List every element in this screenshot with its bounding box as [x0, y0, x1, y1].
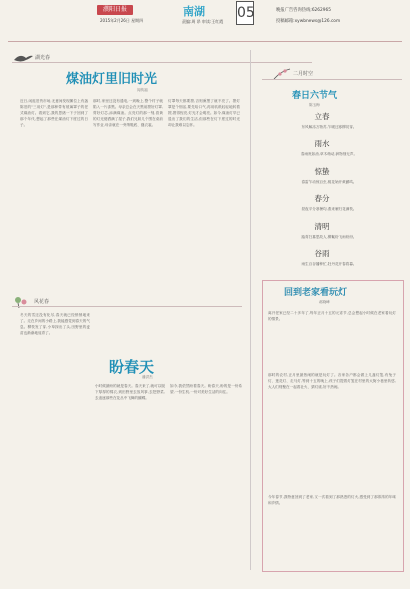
section-rule — [12, 62, 312, 63]
solar-term-name: 谷雨 — [314, 249, 330, 258]
page-number: 05 — [236, 1, 254, 25]
spring-text-col3: 如今,我依然盼着春天。盼春天,盼的是一份希望,一份生机,一份对美好生活的向往。 — [170, 384, 242, 395]
article-title-spring: 盼春天 — [109, 358, 155, 376]
page-title: 南湖 — [183, 5, 205, 18]
solar-term-name: 雨水 — [314, 139, 330, 148]
section-header-lake — [12, 50, 34, 69]
column-divider — [250, 50, 251, 570]
feature-title-solar-terms: 春日六节气 — [292, 91, 338, 101]
solar-term-name: 立春 — [314, 112, 330, 121]
article-text-col2: 那时,家里还没有通电,一到晚上,整个村子就陷入一片漆黑。母亲总会在天黑前擦好灯罩,剪好灯芯,添满煤油。点亮灯的那一刻,昏黄的灯光便洒满了屋子,我们兄妹几个围在桌前写作业,母亲就在一旁纳鞋底、缝衣裳。 — [93, 99, 163, 128]
solar-term-name: 春分 — [314, 194, 330, 203]
article-title-kerosene-lamp: 煤油灯里旧时光 — [66, 72, 158, 87]
issue-date: 2015年2月26日 星期四 — [100, 18, 144, 23]
lantern-text-p3: 今年春节,我特意回到了老家,又一次看到了那熟悉的灯火,感受到了那浓浓的年味和乡情。 — [268, 495, 396, 506]
article-title-lanterns: 回到老家看玩灯 — [284, 288, 348, 298]
section-rule — [12, 306, 242, 307]
submission-email: 投稿邮箱:xywbnews@126.com — [276, 19, 341, 24]
solar-term-name: 惊蛰 — [314, 167, 330, 176]
spring-text-col1: 冬天的雪还没有化尽,春天就已经悄悄地来了。走在乡间的小路上,我能感觉到春天的气息。柳枝发了芽,小草探出了头,田野里的麦苗也渐渐地返青了。 — [20, 313, 90, 336]
solar-term-desc: 春雷乍动惊百虫,桃花始开黄鹂鸣。 — [301, 180, 357, 184]
section-name-spring: 风花春 — [34, 299, 50, 305]
section-header-spring — [12, 293, 32, 312]
newspaper-logo: 濮阳日报 — [97, 5, 133, 15]
ad-hotline: 晚报广告咨询热线:6262965 — [276, 8, 331, 13]
article-text-col1: 近日,闲逛旧货市场,无意间发现摊位上有盏陈旧的"三用灯",是那种带有玻璃罩子的老式煤油灯。看到它,我的思绪一下子回到了那个年代,想起了那些在煤油灯下度过的日子。 — [20, 99, 88, 128]
section-name-february: 二月时空 — [293, 71, 314, 77]
lantern-text-p2: 那时的农村,正月里最热闹的就是玩灯了。各家各户都会做上几盏灯笼,有兔子灯、莲花灯、走马灯,等到十五的晚上,孩子们提着灯笼在村里的大街小巷里转悠,大人们则聚在一起看社火、猜灯谜,好不热闹。 — [268, 373, 396, 390]
editor-credits: 责编:周 昂 审读:王红霞 — [182, 19, 224, 24]
lantern-text-p1: 离开老家已经二十多年了,每年正月十五的元宵节,总会想起小时候在老家看玩灯的情景。 — [268, 311, 396, 322]
solar-term-desc: 雨生百谷播种忙,牡丹花开春将暮。 — [301, 262, 357, 266]
solar-term-desc: 踏青扫墓思故人,柳絮纷飞雨纷纷。 — [301, 235, 357, 239]
article-author-kerosene: 闻传福 — [137, 88, 148, 92]
spring-text-col2: 小时候最盼的就是春天。春天来了,就可以脱下厚厚的棉衣,到田野里去放风筝,去挖野菜,去追逐那些在花丛中飞舞的蝴蝶。 — [95, 384, 165, 401]
section-rule — [262, 79, 402, 80]
section-name-lake: 湖光春 — [35, 55, 51, 61]
solar-term-desc: 昼夜平分寒暑均,燕来雁归花满枝。 — [301, 207, 357, 211]
article-author-lanterns: 郝晓峰 — [319, 300, 330, 304]
solar-term-desc: 春雨贵如油,草木萌动,润物细无声。 — [300, 152, 358, 156]
section-header-february — [272, 66, 292, 85]
feature-author: 陈玉梅 — [309, 103, 320, 107]
solar-term-name: 清明 — [314, 222, 330, 231]
article-author-spring: 潘洪杰 — [142, 375, 153, 379]
header-divider — [8, 41, 402, 42]
solar-term-desc: 东风解冻万物苏,乍暖还寒柳初芽。 — [301, 125, 357, 129]
article-text-col3: 灯罩每天都要擦,否则熏黑了就不亮了。擦灯罩是个细活,要先哈口气,再用软纸轻轻地转着擦,擦得锃亮,灯光才会明亮。如今,煤油灯早已退出了我们的生活,但那些在灯下度过的时光却让我难以忘怀。 — [168, 99, 240, 128]
